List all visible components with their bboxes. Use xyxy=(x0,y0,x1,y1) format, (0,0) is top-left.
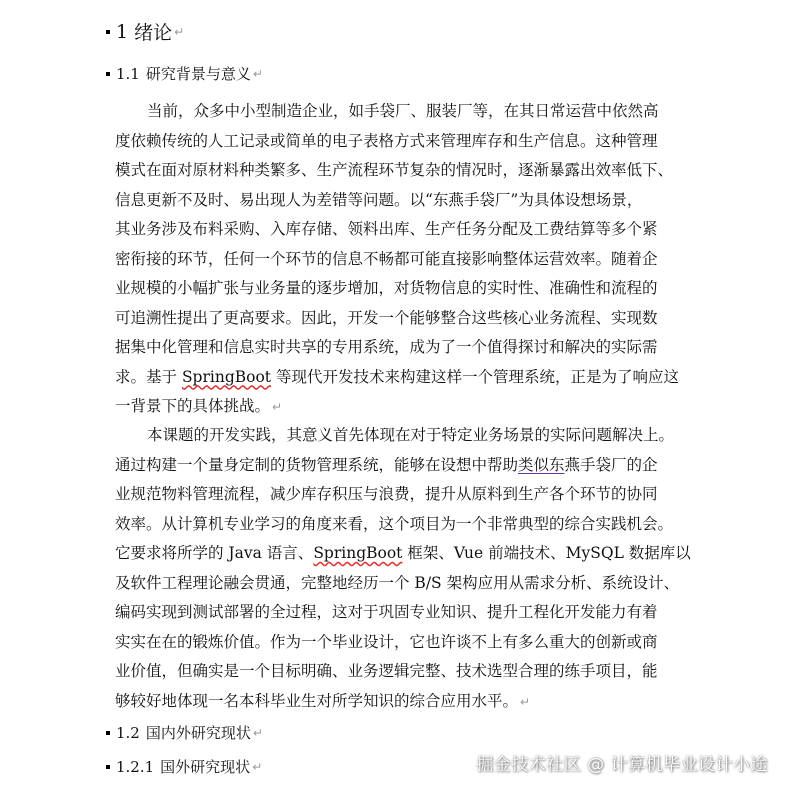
paragraph-mark-icon: ↵ xyxy=(520,694,531,709)
heading-number: 1.1 xyxy=(116,64,140,83)
heading-bullet xyxy=(106,731,110,735)
heading-title: 国外研究现状 xyxy=(160,758,251,776)
text-segment: 它要求将所学的 Java 语言、 xyxy=(115,544,314,562)
text-line: 信息更新不及时、易出现人为差错等问题。以“东燕手袋厂”为具体设想场景， xyxy=(115,190,643,209)
heading-bullet xyxy=(106,30,110,34)
heading-section-1-2 xyxy=(106,722,263,743)
text-line: 可追溯性提出了更高要求。因此，开发一个能够整合这些核心业务流程、实现数 xyxy=(115,308,658,327)
text-line xyxy=(115,363,679,393)
heading-section-1-2-1 xyxy=(106,756,262,777)
text-line: 据集中化管理和信息实时共享的专用系统，成为了一个值得探讨和解决的实际需 xyxy=(115,338,658,356)
text-line xyxy=(115,392,675,422)
text-line: 及软件工程理论融会贯通，完整地经历一个 B/S 架构应用从需求分析、系统设计、 xyxy=(115,573,680,592)
paragraph-mark-icon: ↵ xyxy=(272,400,283,414)
paragraph-significance[interactable] xyxy=(115,421,691,716)
heading-bullet xyxy=(106,72,110,76)
text-segment: 通过构建一个量身定制的货物管理系统，能够在设想中帮助 xyxy=(115,455,519,474)
text-segment: 燕手袋厂的企 xyxy=(564,455,658,474)
text-line: 模式在面对原材料种类繁多、生产流程环节复杂的情况时，逐渐暴露出效率低下、 xyxy=(115,161,674,179)
text-line: 实实在在的锻炼价值。作为一个毕业设计，它也许谈不上有多么重大的创新或商 xyxy=(115,632,658,651)
paragraph-mark-icon: ↵ xyxy=(252,725,263,740)
text-line: 效率。从计算机专业学习的角度来看，这个项目为一个非常典型的综合实践机会。 xyxy=(115,514,674,533)
text-line xyxy=(115,451,675,481)
heading-title: 国内外研究现状 xyxy=(145,724,251,742)
text-line: 密衔接的环节，任何一个环节的信息不畅都可能直接影响整体运营效率。随着企 xyxy=(115,249,658,268)
spellcheck-flagged-word: SpringBoot xyxy=(181,367,272,386)
text-line xyxy=(115,687,675,717)
paragraph-background[interactable] xyxy=(115,97,679,422)
text-line: 业价值，但确实是一个目标明确、业务逻辑完整、技术选型合理的练手项目，能 xyxy=(115,662,658,680)
spellcheck-flagged-word: SpringBoot xyxy=(313,544,403,562)
text-segment: 一背景下的具体挑战。 xyxy=(115,397,271,415)
text-line: 其业务涉及布料采购、入库存储、领料出库、生产任务分配及工费结算等多个紧 xyxy=(115,220,658,238)
heading-number: 1.2.1 xyxy=(116,757,155,776)
heading-title: 绪论 xyxy=(134,22,173,44)
text-line: 编码实现到测试部署的全过程，这对于巩固专业知识、提升工程化开发能力有着 xyxy=(115,603,658,621)
paragraph-mark-icon: ↵ xyxy=(252,759,263,774)
text-line: 本课题的开发实践，其意义首先体现在对于特定业务场景的实际问题解决上。 xyxy=(147,426,675,444)
text-line xyxy=(115,539,691,569)
heading-chapter-1 xyxy=(106,18,184,45)
text-segment: 框架、Vue 前端技术、MySQL 数据库以 xyxy=(402,544,691,562)
heading-title: 研究背景与意义 xyxy=(145,65,251,83)
text-segment: 够较好地体现一名本科毕业生对所学知识的综合应用水平。 xyxy=(115,691,519,710)
paragraph-mark-icon: ↵ xyxy=(174,24,185,39)
paragraph-mark-icon: ↵ xyxy=(252,66,263,81)
text-line: 业规范物料管理流程，减少库存积压与浪费，提升从原料到生产各个环节的协同 xyxy=(115,485,658,503)
text-segment: 求。基于 xyxy=(115,367,182,386)
text-line: 当前，众多中小型制造企业，如手袋厂、服装厂等，在其日常运营中依然高 xyxy=(147,102,659,120)
watermark: 掘金技术社区 @ 计算机毕业设计小途 xyxy=(476,755,768,775)
heading-number: 1.2 xyxy=(116,723,140,742)
heading-bullet xyxy=(106,765,110,769)
text-segment: 等现代开发技术来构建这样一个管理系统，正是为了响应这 xyxy=(271,367,679,386)
text-line: 度依赖传统的人工记录或简单的电子表格方式来管理库存和生产信息。这种管理 xyxy=(115,131,658,150)
text-line: 业规模的小幅扩张与业务量的逐步增加，对货物信息的实时性、准确性和流程的 xyxy=(115,279,658,297)
underlined-text: 类似东 xyxy=(518,455,565,474)
heading-number: 1 xyxy=(116,20,129,43)
heading-section-1-1 xyxy=(106,63,263,84)
